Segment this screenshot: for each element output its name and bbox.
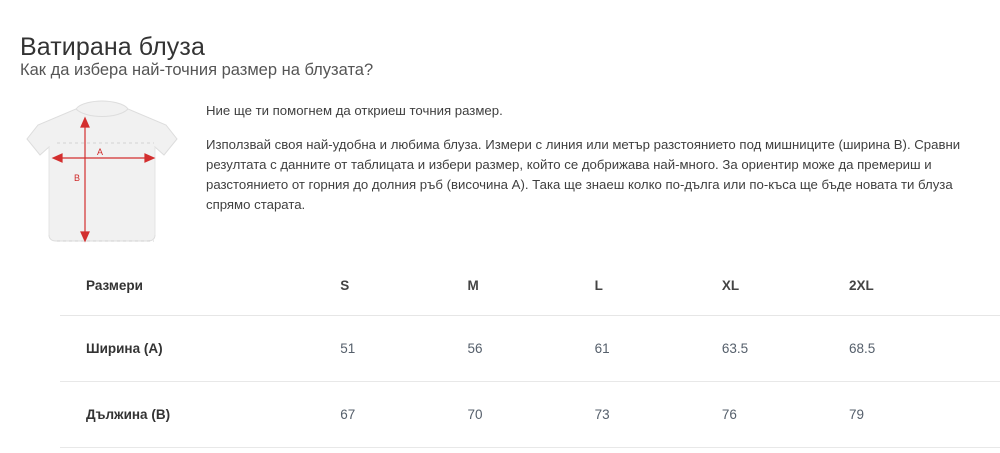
row-label-length: Дължина (B) <box>86 406 171 422</box>
size-table-wrapper <box>60 257 1000 448</box>
cell-length-s: 67 <box>340 406 356 422</box>
column-header-s: S <box>340 257 467 315</box>
sweater-measurement-illustration <box>14 95 189 250</box>
cell-width-l: 61 <box>594 340 610 356</box>
column-header-measure: Размери <box>60 257 340 315</box>
size-table-head <box>60 257 1000 315</box>
label-a: A <box>96 147 104 157</box>
table-header-row <box>60 257 1000 315</box>
size-table-body <box>60 315 1000 447</box>
cell-length-l: 73 <box>594 406 610 422</box>
instruction-paragraph-2: Използвай своя най-удобна и любима блуза. Измери с линия или метър разстоянието под мишниците (ширина B). Сравни резултата с данните от таблицата и избери размер, който се добрижава най-много. За ориентир може да премериш и разстоянието от горния до долния ръб (височина A). Така ще знаеш колко по-дълга или по-къса ще бъде новата ти блуза спрямо старата. <box>206 137 961 212</box>
sweater-shape <box>27 101 177 241</box>
cell-length-2xl: 79 <box>849 406 865 422</box>
cell-width-xl: 63.5 <box>721 340 749 356</box>
cell-length-m: 70 <box>467 406 483 422</box>
cell-width-m: 56 <box>467 340 483 356</box>
page-title: Ватирана блуза <box>20 32 205 61</box>
column-header-2xl: 2XL <box>849 257 1000 315</box>
size-table <box>60 257 1000 448</box>
cell-length-xl: 76 <box>721 406 737 422</box>
page-subtitle: Как да избера най-точния размер на блузата? <box>20 61 374 79</box>
instructions <box>206 101 976 229</box>
cell-width-s: 51 <box>340 340 356 356</box>
row-label-width: Ширина (A) <box>86 340 163 356</box>
column-header-xl: XL <box>722 257 849 315</box>
column-header-l: L <box>595 257 722 315</box>
column-header-m: M <box>467 257 594 315</box>
label-b: B <box>73 173 80 183</box>
instruction-paragraph-1: Ние ще ти помогнем да откриеш точния размер. <box>206 103 503 118</box>
table-row <box>60 315 1000 381</box>
table-row <box>60 381 1000 447</box>
cell-width-2xl: 68.5 <box>849 340 876 356</box>
